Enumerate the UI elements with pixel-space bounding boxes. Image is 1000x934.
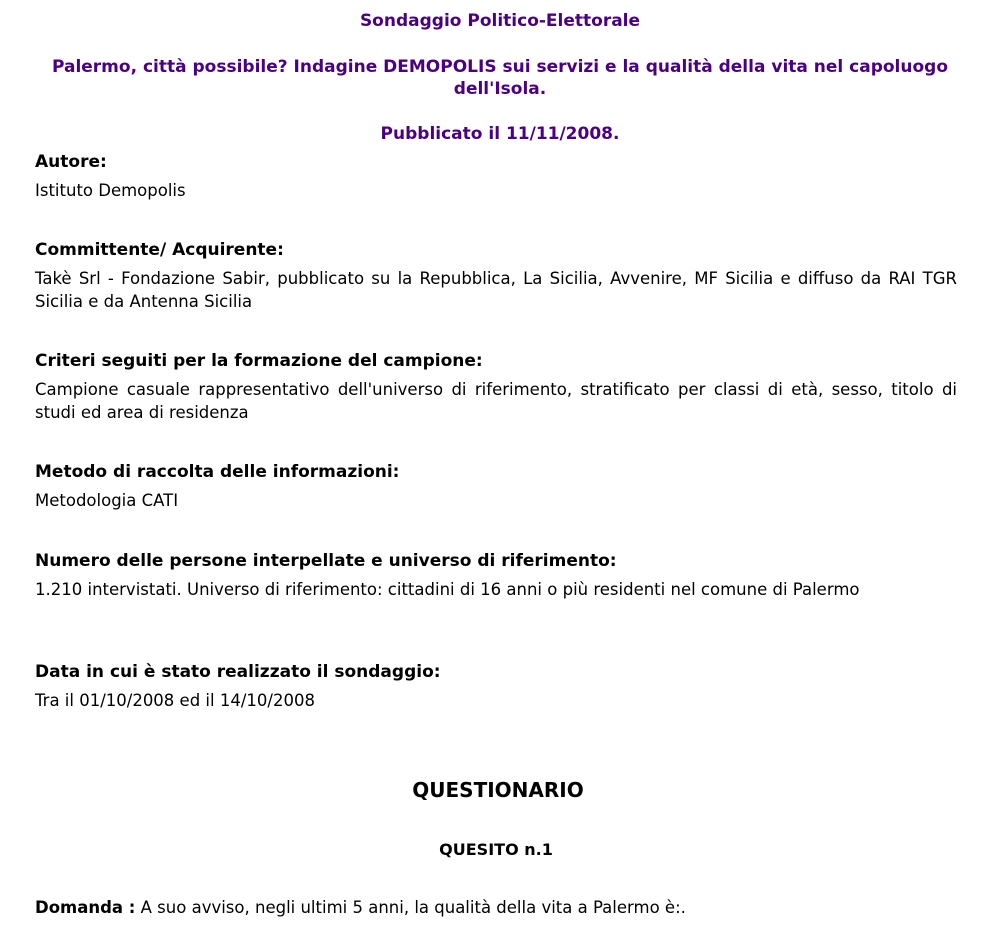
field-numero [35,550,957,601]
field-value: 1.210 intervistati. Universo di riferimento: cittadini di 16 anni o più residenti nel comune di Palermo [35,580,860,599]
question-text [35,896,957,919]
field-label: Metodo di raccolta delle informazioni: [35,462,400,482]
field-label: Autore: [35,152,107,172]
field-value: Tra il 01/10/2008 ed il 14/10/2008 [35,691,315,710]
survey-title: Palermo, città possibile? Indagine DEMOPOLIS sui servizi e la qualità della vita nel capoluogo dell'Isola. [51,57,949,99]
document-type: Sondaggio Politico-Elettorale [359,11,641,31]
field-label: Committente/ Acquirente: [35,240,284,260]
field-value: Campione casuale rappresentativo dell'universo di riferimento, stratificato per classi di età, sesso, titolo di studi ed area di residenza [35,380,957,422]
field-data [35,661,957,712]
field-label: Numero delle persone interpellate e universo di riferimento: [35,551,617,571]
publication-date: Pubblicato il 11/11/2008. [380,124,620,144]
field-label: Data in cui è stato realizzato il sondaggio: [35,662,441,682]
field-committente [35,239,957,313]
field-metodo [35,461,957,512]
field-autore [35,151,957,202]
questionario-heading: QUESTIONARIO [412,778,584,802]
field-value: Takè Srl - Fondazione Sabir, pubblicato su la Repubblica, La Sicilia, Avvenire, MF Sicilia e diffuso da RAI TGR Sicilia e da Antenna Sicilia [35,269,957,311]
field-value: Metodologia CATI [35,491,179,510]
quesito-heading: QUESITO n.1 [439,840,553,859]
question-body: A suo avviso, negli ultimi 5 anni, la qualità della vita a Palermo è:. [135,898,686,917]
field-label: Criteri seguiti per la formazione del campione: [35,351,483,371]
field-criteri [35,350,957,424]
field-value: Istituto Demopolis [35,181,186,200]
question-label: Domanda : [35,898,136,917]
